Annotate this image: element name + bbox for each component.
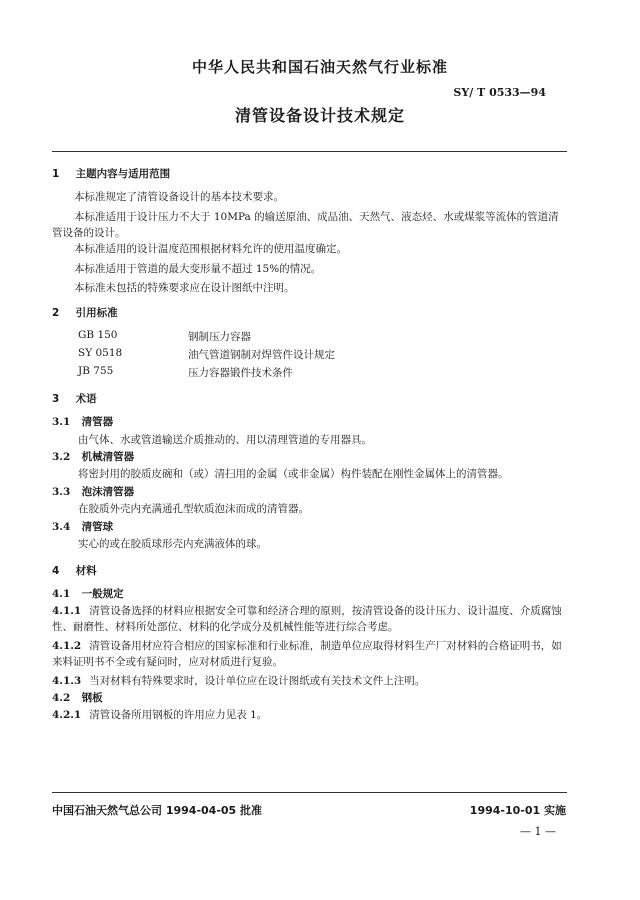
section-number: 4	[52, 565, 60, 577]
paragraph: 本标准规定了清管设备设计的基本技术要求。	[74, 191, 284, 203]
paragraph: 本标准适用的设计温度范围根据材料允许的使用温度确定。	[74, 243, 347, 255]
term-heading	[52, 519, 113, 534]
section-title: 材料	[75, 565, 97, 577]
clause	[52, 673, 568, 689]
paragraph: 本标准适用于设计压力不大于 10MPa 的输送原油、成品油、天然气、液态烃、水或煤浆等流体的管道清管设备的设计。	[52, 211, 559, 239]
reference-title: 钢制压力容器	[188, 331, 251, 343]
footer-divider	[52, 792, 567, 793]
effective-date: 1994-10-01 实施	[469, 804, 566, 817]
term-heading	[52, 414, 113, 429]
paragraph: 本标准适用于管道的最大变形量不超过 15%的情况。	[74, 263, 322, 275]
approval-line: 中国石油天然气总公司 1994-04-05 批准	[52, 804, 263, 817]
term-number: 3.1	[52, 416, 71, 428]
term-number: 3.2	[52, 451, 71, 463]
section-title: 术语	[75, 393, 97, 405]
subsection-heading	[52, 586, 124, 601]
paragraph: 本标准未包括的特殊要求应在设计图纸中注明。	[74, 282, 295, 294]
section-number: 3	[52, 393, 60, 405]
term-definition: 实心的或在胶质球形壳内充满液体的球。	[78, 538, 267, 550]
section-number: 2	[52, 307, 60, 319]
clause-number: 4.1.2	[52, 640, 82, 652]
clause-text: 清管设备选择的材料应根据安全可靠和经济合理的原则，按清管设备的设计压力、设计温度、介质腐蚀性、耐磨性、材料所处部位、材料的化学成分及机械性能等进行综合考虑。	[52, 605, 562, 633]
clause-number: 4.2.1	[52, 709, 82, 721]
term-name: 机械清管器	[81, 451, 135, 463]
section-title: 主题内容与适用范围	[75, 168, 171, 180]
reference-code: JB 755	[78, 365, 114, 377]
clause-number: 4.1.3	[52, 675, 82, 687]
section-number: 1	[52, 168, 60, 180]
clause-number: 4.1.1	[52, 605, 82, 617]
subsection-number: 4.1	[52, 588, 71, 600]
header-divider	[52, 151, 567, 152]
term-definition: 将密封用的胶质皮碗和（或）清扫用的金属（或非金属）构件装配在刚性金属体上的清管器。	[78, 468, 509, 480]
section-2-heading	[52, 305, 118, 320]
clause-text: 清管设备所用钢板的许用应力见表 1。	[89, 709, 268, 721]
reference-code: SY 0518	[78, 347, 123, 359]
page-title: 清管设备设计技术规定	[234, 106, 405, 125]
clause-text: 当对材料有特殊要求时，设计单位应在设计图纸或有关技术文件上注明。	[89, 675, 426, 687]
standard-code: SY/ T 0533—94	[453, 86, 546, 99]
term-number: 3.3	[52, 486, 71, 498]
reference-code: GB 150	[78, 329, 118, 341]
term-heading	[52, 484, 134, 499]
section-1-heading	[52, 166, 170, 181]
reference-title: 压力容器锻件技术条件	[188, 367, 293, 379]
clause	[52, 603, 568, 635]
subsection-heading	[52, 690, 103, 705]
term-number: 3.4	[52, 521, 71, 533]
term-heading	[52, 449, 134, 464]
term-definition: 由气体、水或管道输送介质推动的、用以清理管道的专用器具。	[78, 434, 372, 446]
subsection-title: 钢板	[81, 692, 103, 704]
subsection-title: 一般规定	[81, 588, 124, 600]
section-3-heading	[52, 391, 97, 406]
term-name: 泡沫清管器	[81, 486, 135, 498]
section-title: 引用标准	[75, 307, 118, 319]
term-name: 清管器	[81, 416, 114, 428]
clause	[52, 707, 568, 723]
term-name: 清管球	[81, 521, 114, 533]
section-4-heading	[52, 563, 97, 578]
term-definition: 在胶质外壳内充满通孔型软质泡沫而成的清管器。	[78, 503, 309, 515]
reference-title: 油气管道钢制对焊管件设计规定	[188, 349, 335, 361]
standard-category: 中华人民共和国石油天然气行业标准	[191, 58, 448, 76]
clause-text: 清管设备用材应符合相应的国家标准和行业标准，制造单位应取得材料生产厂对材料的合格证明书，如来料证明书不全或有疑问时，应对材质进行复验。	[52, 640, 562, 668]
clause	[52, 638, 568, 670]
subsection-number: 4.2	[52, 692, 71, 704]
page-number: — 1 —	[520, 825, 556, 838]
